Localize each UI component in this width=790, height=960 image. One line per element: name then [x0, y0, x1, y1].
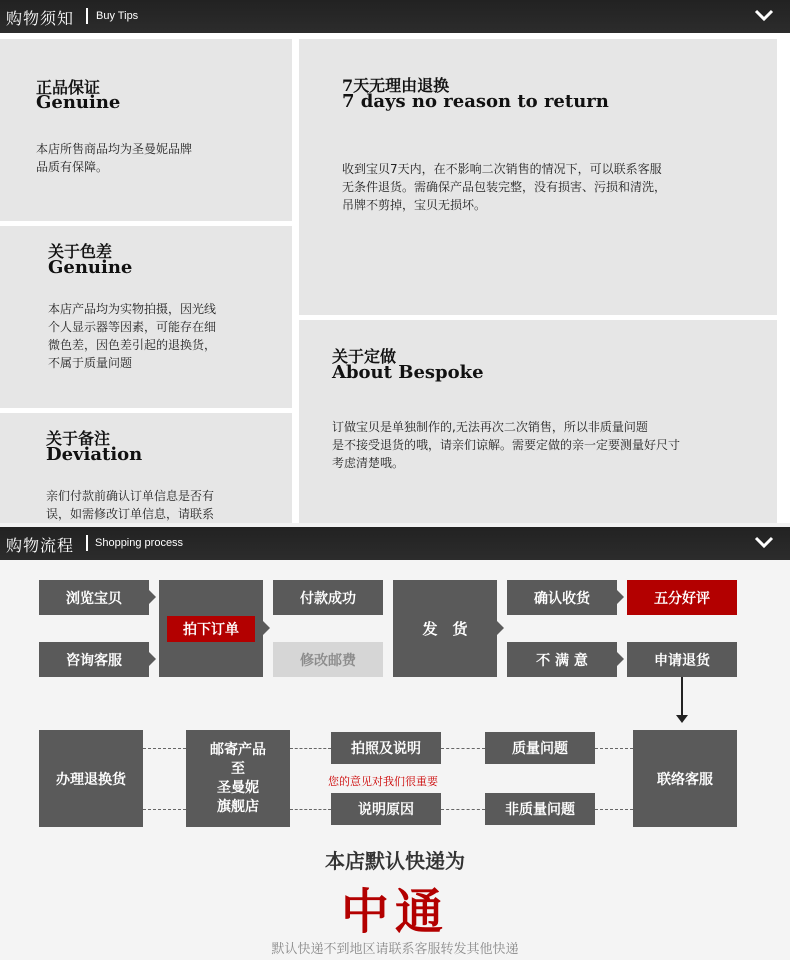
- shopping-process-header: [0, 527, 790, 560]
- confirm-receipt-step: 确认收货: [507, 580, 617, 615]
- card-title: 7天无理由退换: [342, 76, 450, 95]
- card-body-line: 是不接受退货的哦，请亲们谅解。需要定做的亲一定要测量好尺寸: [332, 438, 681, 452]
- color-difference-card: [0, 226, 292, 408]
- card-body-line: 品质有保障。: [36, 160, 109, 174]
- browse-step: 浏览宝贝: [39, 580, 149, 615]
- card-body-line: 吊牌不剪掉，宝贝无损坏。: [342, 198, 487, 212]
- contact-service-step: 联络客服: [633, 730, 737, 827]
- arrow-right-icon: [263, 621, 270, 635]
- consult-step: 咨询客服: [39, 642, 149, 677]
- buy-tips-panel: [0, 33, 790, 523]
- non-quality-issue-step: 非质量问题: [485, 793, 595, 825]
- process-title: 购物流程: [6, 536, 75, 555]
- modify-postage-step: 修改邮费: [273, 642, 383, 677]
- card-body: [342, 160, 666, 214]
- card-body-line: 微色差，因色差引起的退换货，: [48, 338, 217, 352]
- card-title: 关于备注: [46, 429, 111, 448]
- connector: [441, 748, 485, 749]
- order-step: 拍下订单: [167, 616, 255, 642]
- buy-tips-subtitle: Buy Tips: [96, 10, 139, 22]
- chevron-down-icon[interactable]: [754, 533, 774, 553]
- ship-step: 发 货: [393, 580, 497, 677]
- arrow-right-icon: [617, 652, 624, 666]
- arrow-down-icon: [676, 715, 688, 723]
- card-body-line: 本店产品均为实物拍摄，因光线: [48, 302, 217, 316]
- connector: [143, 809, 186, 810]
- arrow-right-icon: [617, 590, 624, 604]
- unsatisfied-step: 不 满 意: [507, 642, 617, 677]
- process-subtitle: Shopping process: [95, 537, 184, 549]
- pay-step: 付款成功: [273, 580, 383, 615]
- connector: [595, 809, 633, 810]
- card-body: [46, 487, 214, 523]
- remark-card: [0, 413, 292, 523]
- mail-line: 旗舰店: [217, 798, 259, 815]
- courier-heading: 本店默认快递为: [325, 849, 465, 873]
- quality-issue-step: 质量问题: [485, 732, 595, 764]
- mail-line: 圣曼妮: [217, 779, 259, 796]
- chevron-down-icon[interactable]: [754, 6, 774, 26]
- card-body: [48, 300, 216, 372]
- card-body-line: 本店所售商品均为圣曼妮品牌: [36, 142, 193, 156]
- divider: [86, 8, 88, 24]
- return-card: [299, 39, 777, 315]
- card-body-line: 误，如需修改订单信息，请联系: [46, 507, 215, 521]
- order-step-container: [159, 580, 263, 677]
- mail-line: 至: [231, 760, 245, 777]
- card-subtitle: Genuine: [48, 257, 133, 278]
- card-subtitle: About Bespoke: [332, 362, 484, 383]
- courier-footnote: 默认快递不到地区请联系客服转发其他快递: [271, 942, 519, 957]
- card-subtitle: Deviation: [46, 444, 143, 465]
- arrow-right-icon: [149, 652, 156, 666]
- card-body-line: 不属于质量问题: [48, 356, 133, 370]
- card-title: 关于色差: [48, 242, 113, 261]
- courier-name: 中通: [340, 884, 449, 940]
- card-body-line: 亲们付款前确认订单信息是否有: [46, 489, 215, 503]
- connector: [441, 809, 485, 810]
- card-body: [332, 418, 680, 472]
- card-body-line: 考虑清楚哦。: [332, 456, 405, 470]
- card-body-line: 订做宝贝是单独制作的,无法再次二次销售，所以非质量问题: [332, 420, 648, 434]
- mail-line: 邮寄产品: [210, 741, 266, 758]
- arrow-right-icon: [149, 590, 156, 604]
- explain-reason-step: 说明原因: [331, 793, 441, 825]
- card-title: 正品保证: [36, 78, 101, 97]
- connector: [595, 748, 633, 749]
- photo-explain-step: 拍照及说明: [331, 732, 441, 764]
- connector: [290, 809, 331, 810]
- bespoke-card: [299, 320, 777, 523]
- card-body-line: 无条件退货。需确保产品包装完整，没有损害、污损和清洗，: [342, 180, 667, 194]
- arrow-right-icon: [497, 621, 504, 635]
- shopping-process-diagram: [0, 560, 790, 960]
- buy-tips-title: 购物须知: [6, 9, 75, 28]
- arrow-down-line: [681, 677, 683, 717]
- connector: [290, 748, 331, 749]
- card-title: 关于定做: [332, 347, 397, 366]
- mail-product-step: [186, 730, 290, 827]
- card-body-line: 收到宝贝7天内，在不影响二次销售的情况下，可以联系客服: [342, 162, 662, 176]
- buy-tips-header: [0, 0, 790, 33]
- card-body-line: 个人显示器等因素，可能存在细: [48, 320, 217, 334]
- divider: [86, 535, 88, 551]
- genuine-card: [0, 39, 292, 221]
- card-body: [36, 140, 192, 176]
- opinion-note: 您的意见对我们很重要: [328, 775, 438, 788]
- handle-return-step: 办理退换货: [39, 730, 143, 827]
- card-subtitle: 7 days no reason to return: [342, 91, 609, 112]
- five-star-rating-step: 五分好评: [627, 580, 737, 615]
- connector: [143, 748, 186, 749]
- card-subtitle: Genuine: [36, 92, 121, 113]
- apply-return-step: 申请退货: [627, 642, 737, 677]
